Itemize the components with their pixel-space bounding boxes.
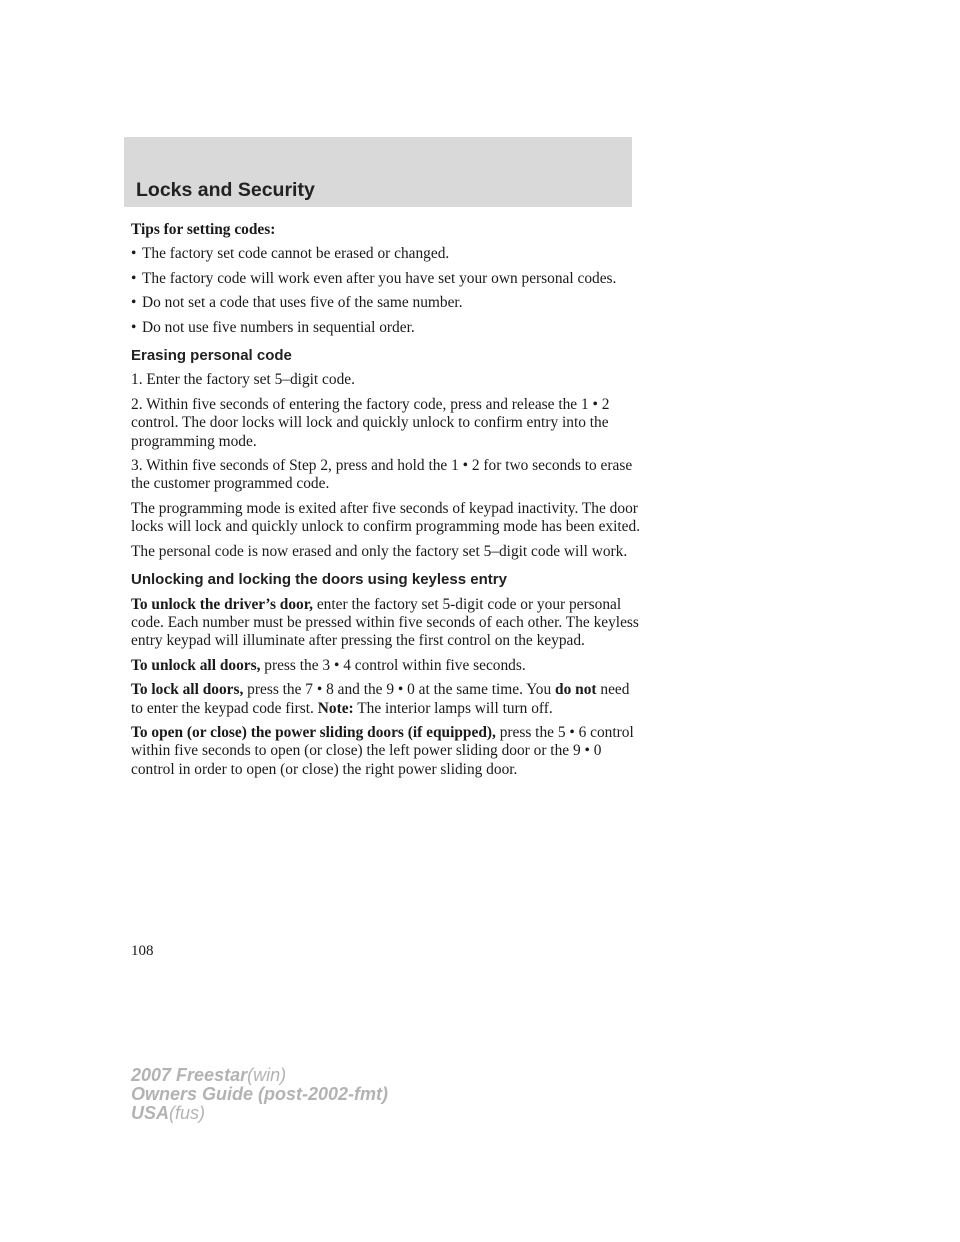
footer-line — [131, 1104, 388, 1123]
tip-text: The factory code will work even after you have set your own personal codes. — [142, 269, 617, 287]
footer-market: USA — [131, 1103, 170, 1123]
tip-text: The factory set code cannot be erased or changed. — [142, 245, 450, 263]
page-number: 108 — [131, 943, 154, 959]
unlock-all-lead: To unlock all doors, — [131, 656, 261, 674]
lock-all-paragraph — [131, 681, 641, 718]
note-text: The interior lamps will turn off. — [353, 699, 553, 717]
unlock-all-paragraph — [131, 657, 641, 675]
document-footer — [131, 1066, 388, 1123]
note-label: Note: — [317, 699, 354, 717]
footer-market-code: (fus) — [169, 1103, 206, 1123]
tips-list — [131, 245, 641, 337]
unlock-driver-paragraph — [131, 596, 641, 651]
erasing-paragraph: The programming mode is exited after five seconds of keypad inactivity. The door locks will lock and quickly unlock to confirm programming mode has been exited. — [131, 499, 641, 536]
tips-list-item — [131, 294, 641, 312]
erasing-paragraph: The personal code is now erased and only the factory set 5–digit code will work. — [131, 542, 628, 560]
erasing-heading: Erasing personal code — [131, 347, 292, 365]
erasing-step-1: 1. Enter the factory set 5–digit code. — [131, 371, 355, 389]
lock-all-emphasis: do not — [555, 681, 597, 699]
sliding-doors-text: press the 5 • 6 control within five seconds to open (or close) the left power sliding door or the 9 • 0 control in order to open (or close) the right power sliding door. — [131, 723, 634, 778]
lock-all-text: need to enter the keypad code first. — [131, 681, 630, 717]
section-title: Locks and Security — [136, 179, 315, 201]
lock-all-text: press the 7 • 8 and the 9 • 0 at the same time. You — [243, 681, 556, 699]
bullet-icon: • — [131, 245, 137, 263]
unlock-driver-lead: To unlock the driver’s door, — [131, 595, 313, 613]
unlock-all-text: press the 3 • 4 control within five seconds. — [260, 656, 526, 674]
tips-list-item — [131, 270, 641, 288]
tip-text: Do not use five numbers in sequential order. — [142, 318, 415, 336]
unlock-driver-text: enter the factory set 5-digit code or your personal code. Each number must be pressed within five seconds of each other. The keyless entry keypad will illuminate after pressing the first control on the keypad. — [131, 595, 639, 650]
tips-heading: Tips for setting codes: — [131, 221, 276, 238]
page-body — [131, 221, 641, 785]
bullet-icon: • — [131, 318, 137, 336]
lock-all-lead: To lock all doors, — [131, 681, 244, 699]
tip-text: Do not set a code that uses five of the same number. — [142, 294, 463, 312]
footer-line — [131, 1085, 388, 1104]
footer-guide: Owners Guide (post-2002-fmt) — [131, 1084, 389, 1104]
bullet-icon: • — [131, 294, 137, 312]
tips-list-item — [131, 245, 641, 263]
tips-list-item — [131, 319, 641, 337]
erasing-step-3: 3. Within five seconds of Step 2, press and hold the 1 • 2 for two seconds to erase the customer programmed code. — [131, 457, 633, 493]
bullet-icon: • — [131, 269, 137, 287]
keyless-heading: Unlocking and locking the doors using keyless entry — [131, 571, 507, 589]
section-header-band — [124, 137, 632, 207]
footer-model-code: (win) — [247, 1065, 287, 1085]
sliding-doors-paragraph — [131, 724, 641, 779]
footer-model: 2007 Freestar — [131, 1065, 248, 1085]
sliding-doors-lead: To open (or close) the power sliding doors (if equipped), — [131, 723, 496, 741]
erasing-step-2: 2. Within five seconds of entering the factory code, press and release the 1 • 2 control. The door locks will lock and quickly unlock to confirm entry into the programming mode. — [131, 395, 610, 450]
footer-line — [131, 1066, 388, 1085]
